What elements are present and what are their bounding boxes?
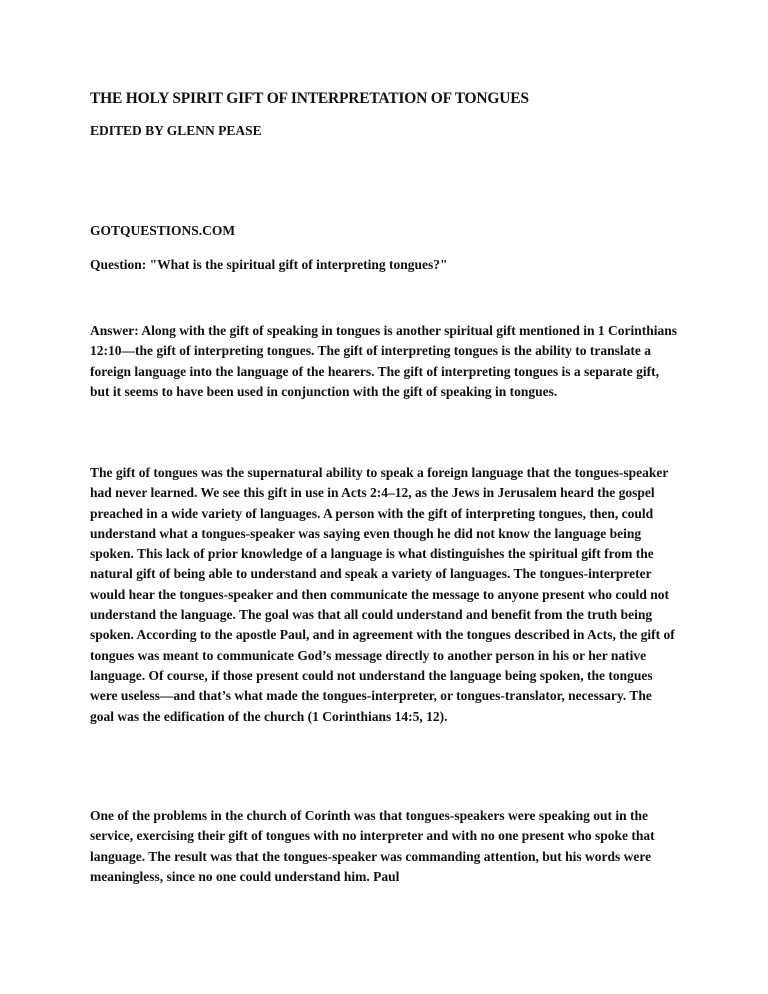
body-paragraph: The gift of tongues was the supernatural ability to speak a foreign language that the tongues-speaker had never learned. We see this gift in use in Acts 2:4–12, as the Jews in Jerusalem heard the gospel preached in a wide variety of languages. A person with the gift of interpreting tongues, then, could understand what a tongues-speaker was saying even though he did not know the language being spoken. This lack of prior knowledge of a language is what distinguishes the spiritual gift from the natural gift of being able to understand and speak a variety of languages. The tongues-interpreter would hear the tongues-speaker and then communicate the message to anyone present who could not understand the language. The goal was that all could understand and benefit from the truth being spoken. According to the apostle Paul, and in agreement with the tongues described in Acts, the gift of tongues was meant to communicate God’s message directly to another person in his or her native language. Of course, if those present could not understand the language being spoken, the tongues were useless—and that’s what made the tongues-interpreter, or tongues-translator, necessary. The goal was the edification of the church (1 Corinthians 14:5, 12). [90, 465, 675, 724]
body-paragraph: One of the problems in the church of Corinth was that tongues-speakers were speaking out in the service, exercising their gift of tongues with no interpreter and with no one present who spoke that language. The result was that the tongues-speaker was commanding attention, but his words were meaningless, since no one could understand him. Paul [90, 808, 655, 884]
answer-paragraph: Answer: Along with the gift of speaking in tongues is another spiritual gift mentioned in 1 Corinthians 12:10—the gift of interpreting tongues. The gift of interpreting tongues is the ability to translate a foreign language into the language of the hearers. The gift of interpreting tongues is a separate gift, but it seems to have been used in conjunction with the gift of speaking in tongues. [90, 323, 678, 399]
editor-credit: EDITED BY GLENN PEASE [90, 123, 262, 138]
document-title: THE HOLY SPIRIT GIFT OF INTERPRETATION OF TONGUES [90, 90, 529, 107]
source-label: GOTQUESTIONS.COM [90, 223, 236, 238]
question-text: Question: "What is the spiritual gift of interpreting tongues?" [90, 257, 448, 272]
